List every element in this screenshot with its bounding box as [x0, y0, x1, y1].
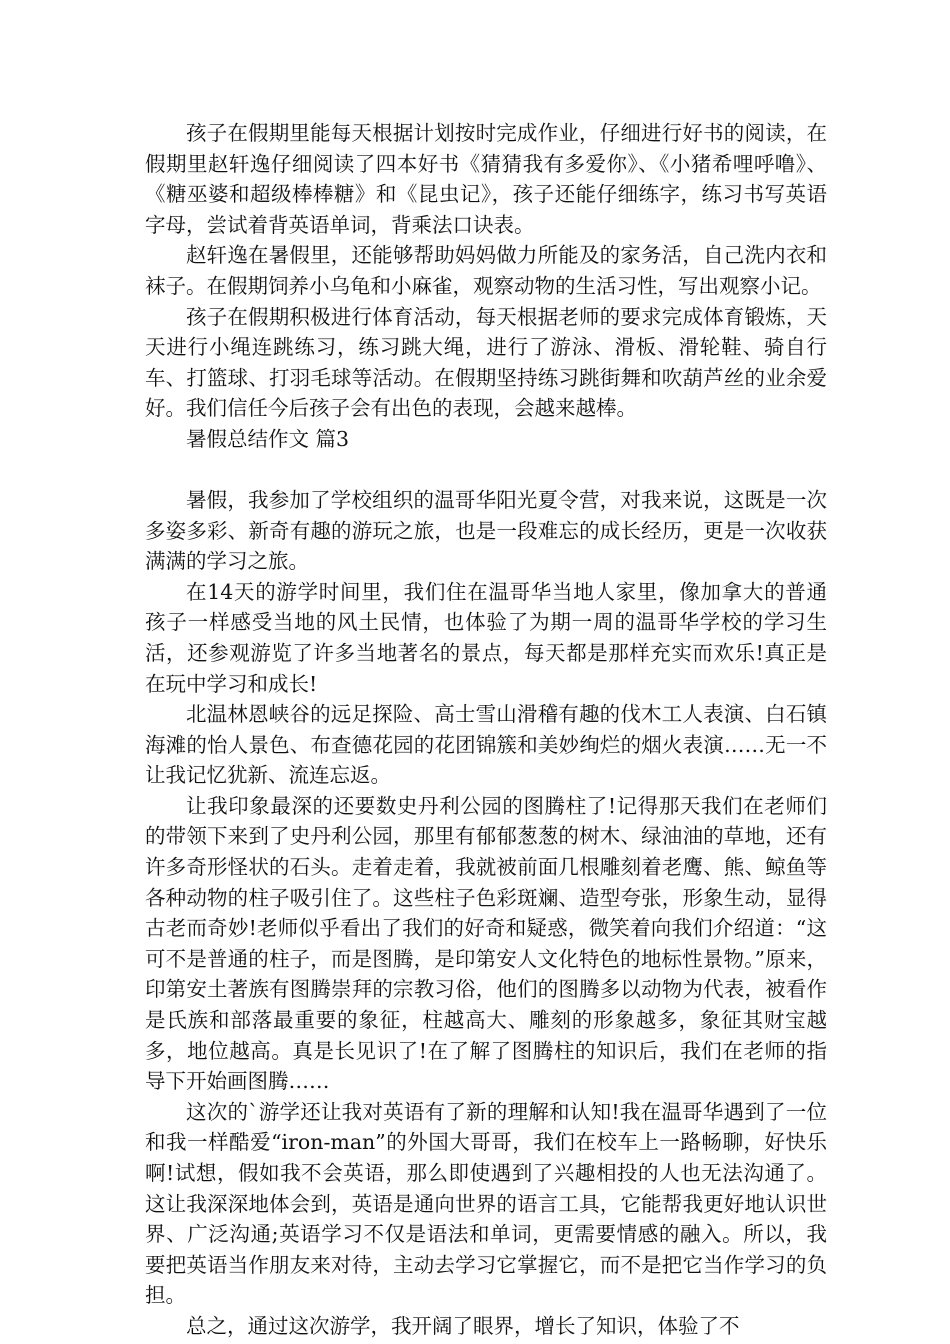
paragraph-totem-pole: 让我印象最深的还要数史丹利公园的图腾柱了!记得那天我们在老师们的带领下来到了史丹利公园，那里有郁郁葱葱的树木、绿油油的草地，还有许多奇形怪状的石头。走着走着，我就被前面几根雕刻着老鹰、熊、鲸鱼等各种动物的柱子吸引住了。这些柱子色彩斑斓、造型夸张，形象生动，显得古老而奇妙!老师似乎看出了我们的好奇和疑惑，微笑着向我们介绍道：“这可不是普通的柱子，而是图腾，是印第安人文化特色的地标性景物。”原来，印第安土著族有图腾崇拜的宗教习俗，他们的图腾多以动物为代表，被看作是氏族和部落最重要的象征，柱越高大、雕刻的形象越多，象征其财宝越多，地位越高。真是长见识了!在了解了图腾柱的知识后，我们在老师的指导下开始画图腾…… [145, 793, 827, 1094]
paragraph-sightseeing: 北温林恩峡谷的远足探险、高士雪山滑稽有趣的伐木工人表演、白石镇海滩的怡人景色、布查德花园的花团锦簇和美妙绚烂的烟火表演……无一不让我记忆犹新、流连忘返。 [145, 702, 827, 788]
section-title: 暑假总结作文 篇3 [186, 426, 350, 451]
document-page [145, 118, 827, 1342]
paragraph-english-learning: 这次的`游学还让我对英语有了新的理解和认知!我在温哥华遇到了一位和我一样酷爱“iron-man”的外国大哥哥，我们在校车上一路畅聊，好快乐啊!试想，假如我不会英语，那么即使遇到了兴趣相投的人也无法沟通了。这让我深深地体会到，英语是通向世界的语言工具，它能帮我更好地认识世界、广泛沟通;英语学习不仅是语法和单词，更需要情感的融入。所以，我要把英语当作朋友来对待，主动去学习它掌握它，而不是把它当作学习的负担。 [145, 1099, 827, 1308]
paragraph-homework-reading: 孩子在假期里能每天根据计划按时完成作业，仔细进行好书的阅读，在假期里赵轩逸仔细阅读了四本好书《猜猜我有多爱你》、《小猪希哩呼噜》、《糖巫婆和超级棒棒糖》和《昆虫记》，孩子还能仔细练字，练习书写英语字母，尝试着背英语单词，背乘法口诀表。 [145, 121, 827, 237]
paragraph-study-tour: 在14天的游学时间里，我们住在温哥华当地人家里，像加拿大的普通孩子一样感受当地的风土民情，也体验了为期一周的温哥华学校的学习生活，还参观游览了许多当地著名的景点，每天都是那样充实而欢乐!真正是在玩中学习和成长! [145, 579, 827, 696]
paragraph-conclusion: 总之，通过这次游学，我开阔了眼界，增长了知识，体验了不 [186, 1313, 740, 1338]
paragraph-housework: 赵轩逸在暑假里，还能够帮助妈妈做力所能及的家务活，自己洗内衣和袜子。在假期饲养小乌龟和小麻雀，观察动物的生活习性，写出观察小记。 [145, 243, 827, 298]
paragraph-sports: 孩子在假期积极进行体育活动，每天根据老师的要求完成体育锻炼，天天进行小绳连跳练习，练习跳大绳，进行了游泳、滑板、滑轮鞋、骑自行车、打篮球、打羽毛球等活动。在假期坚持练习跳街舞和吹葫芦丝的业余爱好。我们信任今后孩子会有出色的表现，会越来越棒。 [145, 304, 827, 421]
paragraph-summer-camp-intro: 暑假，我参加了学校组织的温哥华阳光夏令营，对我来说，这既是一次多姿多彩、新奇有趣的游玩之旅，也是一段难忘的成长经历，更是一次收获满满的学习之旅。 [145, 487, 827, 574]
